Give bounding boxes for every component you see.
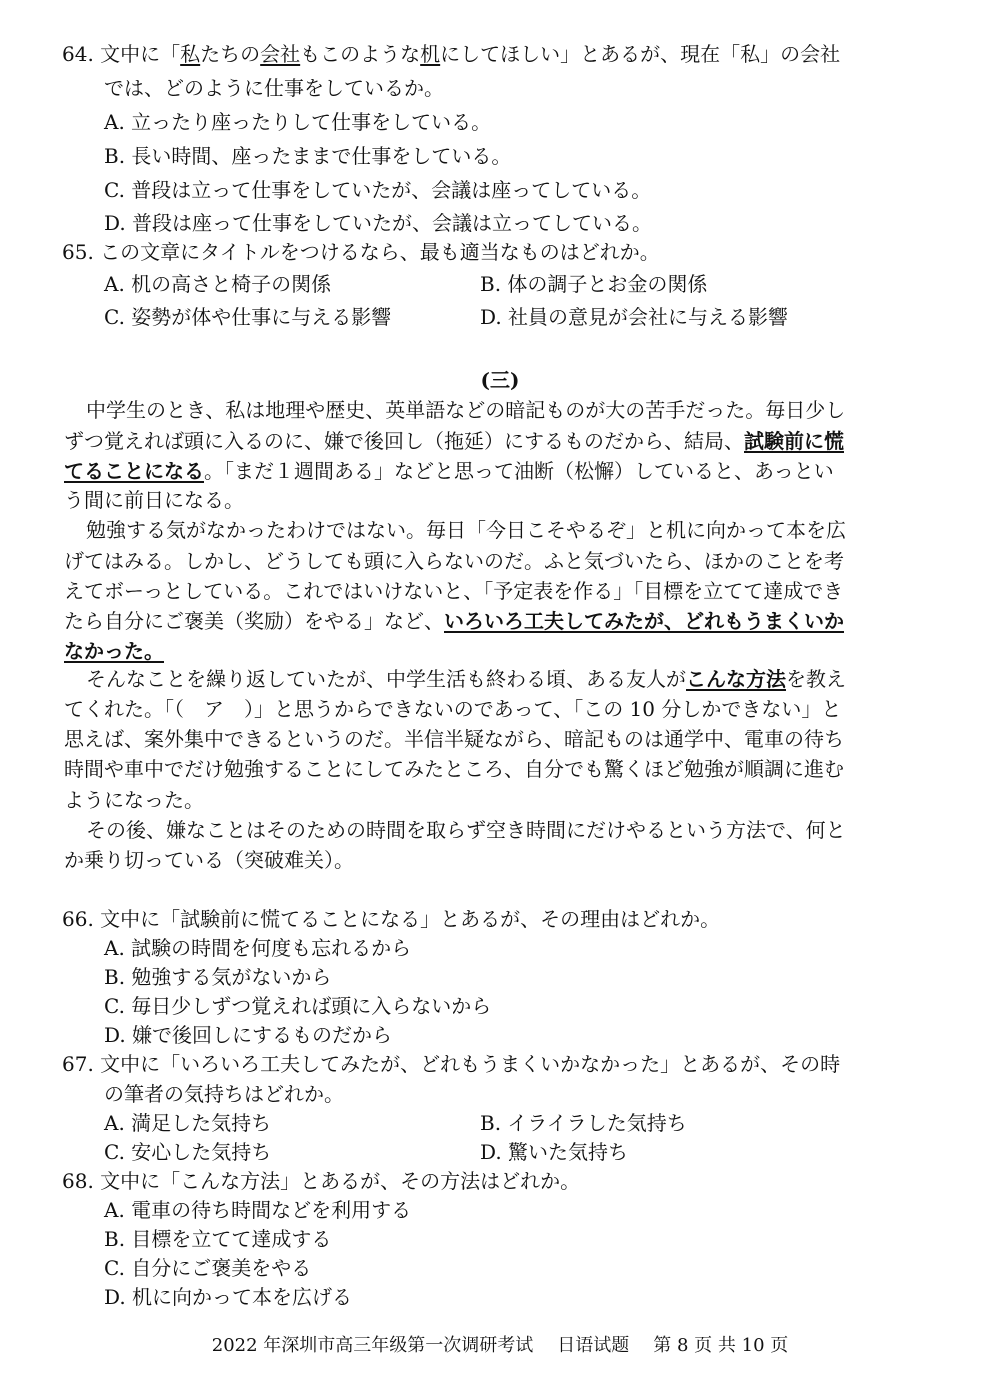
footer-exam-title: 2022 年深圳市高三年级第一次调研考试 bbox=[211, 1335, 534, 1356]
q66-stem: 66. 文中に「試験前に慌てることになる」とあるが、その理由はどれか。 bbox=[62, 907, 721, 931]
q65-option-a: A. 机の高さと椅子の関係 bbox=[104, 272, 332, 296]
passage-p3-line5: ようになった。 bbox=[64, 788, 204, 812]
q68-stem: 68. 文中に「こんな方法」とあるが、その方法はどれか。 bbox=[62, 1169, 581, 1193]
q64-option-b: B. 長い時間、座ったままで仕事をしている。 bbox=[104, 144, 512, 168]
passage-p2-line2: げてはみる。しかし、どうしても頭に入らないのだ。ふと気づいたら、ほかのことを考 bbox=[64, 549, 844, 573]
passage-p3-line3: 思えば、案外集中できるというのだ。半信半疑ながら、暗記ものは通学中、電車の待ち bbox=[64, 727, 844, 751]
passage-p1-line2: ずつ覚えれば頭に入るのに、嫌で後回し（拖延）にするものだから、結局、試験前に慌 bbox=[64, 429, 844, 453]
q65-option-b: B. 体の調子とお金の関係 bbox=[480, 272, 708, 296]
page-footer bbox=[0, 1332, 1000, 1360]
q66-option-d: D. 嫌で後回しにするものだから bbox=[104, 1023, 393, 1047]
passage-p2-line3: えてボーっとしている。これではいけないと、「予定表を作る」「目標を立てて達成でき bbox=[64, 579, 844, 603]
q65-option-c: C. 姿勢が体や仕事に与える影響 bbox=[104, 305, 392, 329]
footer-subject: 日语试题 bbox=[557, 1335, 630, 1356]
passage-p1-line1: 中学生のとき、私は地理や歴史、英単語などの暗記ものが大の苦手だった。毎日少し bbox=[86, 398, 846, 422]
q67-option-d: D. 驚いた気持ち bbox=[480, 1140, 629, 1164]
q64-option-c: C. 普段は立って仕事をしていたが、会議は座ってしている。 bbox=[104, 178, 652, 202]
passage-p2-line4: たら自分にご褒美（奖励）をやる」など、いろいろ工夫してみたが、どれもうまくいか bbox=[64, 609, 844, 633]
q67-option-b: B. イライラした気持ち bbox=[480, 1111, 687, 1135]
q64-option-d: D. 普段は座って仕事をしていたが、会議は立ってしている。 bbox=[104, 211, 653, 235]
q64-stem-line2: では、どのように仕事をしているか。 bbox=[104, 76, 444, 100]
q68-option-b: B. 目標を立てて達成する bbox=[104, 1227, 332, 1251]
q66-option-b: B. 勉強する気がないから bbox=[104, 965, 332, 989]
passage-p3-line2: てくれた。「（ ア ）」と思うからできないのであって、「この 10 分しかできない」と bbox=[64, 697, 842, 721]
passage-p4-line2: か乗り切っている（突破难关）。 bbox=[64, 848, 354, 872]
q67-option-a: A. 満足した気持ち bbox=[104, 1111, 272, 1135]
q67-option-c: C. 安心した気持ち bbox=[104, 1140, 272, 1164]
q67-stem-line1: 67. 文中に「いろいろ工夫してみたが、どれもうまくいかなかった」とあるが、その時 bbox=[62, 1052, 841, 1076]
q65-stem: 65. この文章にタイトルをつけるなら、最も適当なものはどれか。 bbox=[62, 240, 660, 264]
passage-p4-line1: その後、嫌なことはそのための時間を取らず空き時間にだけやるという方法で、何と bbox=[86, 818, 846, 842]
passage-p1-line3: てることになる。「まだ１週間ある」などと思って油断（松懈）していると、あっとい bbox=[64, 459, 834, 483]
passage-p2-line5: なかった。 bbox=[64, 639, 164, 663]
q68-option-d: D. 机に向かって本を広げる bbox=[104, 1285, 353, 1309]
q68-option-a: A. 電車の待ち時間などを利用する bbox=[104, 1198, 412, 1222]
q67-stem-line2: の筆者の気持ちはどれか。 bbox=[104, 1082, 344, 1106]
passage-p2-line1: 勉強する気がなかったわけではない。毎日「今日こそやるぞ」と机に向かって本を広 bbox=[86, 518, 846, 542]
passage-p1-line4: う間に前日になる。 bbox=[64, 488, 244, 512]
q64-option-a: A. 立ったり座ったりして仕事をしている。 bbox=[104, 110, 492, 134]
passage-p3-line1: そんなことを繰り返していたが、中学生活も終わる頃、ある友人がこんな方法を教え bbox=[86, 667, 846, 691]
q65-option-d: D. 社員の意見が会社に与える影響 bbox=[480, 305, 789, 329]
footer-page-number: 第 8 页 共 10 页 bbox=[653, 1335, 789, 1356]
q64-stem-line1: 64. 文中に「私たちの会社もこのような机にしてほしい」とあるが、現在「私」の会社 bbox=[62, 42, 841, 66]
q68-option-c: C. 自分にご褒美をやる bbox=[104, 1256, 312, 1280]
section-heading: (三) bbox=[480, 368, 520, 392]
passage-p3-line4: 時間や車中でだけ勉強することにしてみたところ、自分でも驚くほど勉強が順調に進む bbox=[64, 757, 844, 781]
q66-option-a: A. 試験の時間を何度も忘れるから bbox=[104, 936, 412, 960]
q66-option-c: C. 毎日少しずつ覚えれば頭に入らないから bbox=[104, 994, 492, 1018]
